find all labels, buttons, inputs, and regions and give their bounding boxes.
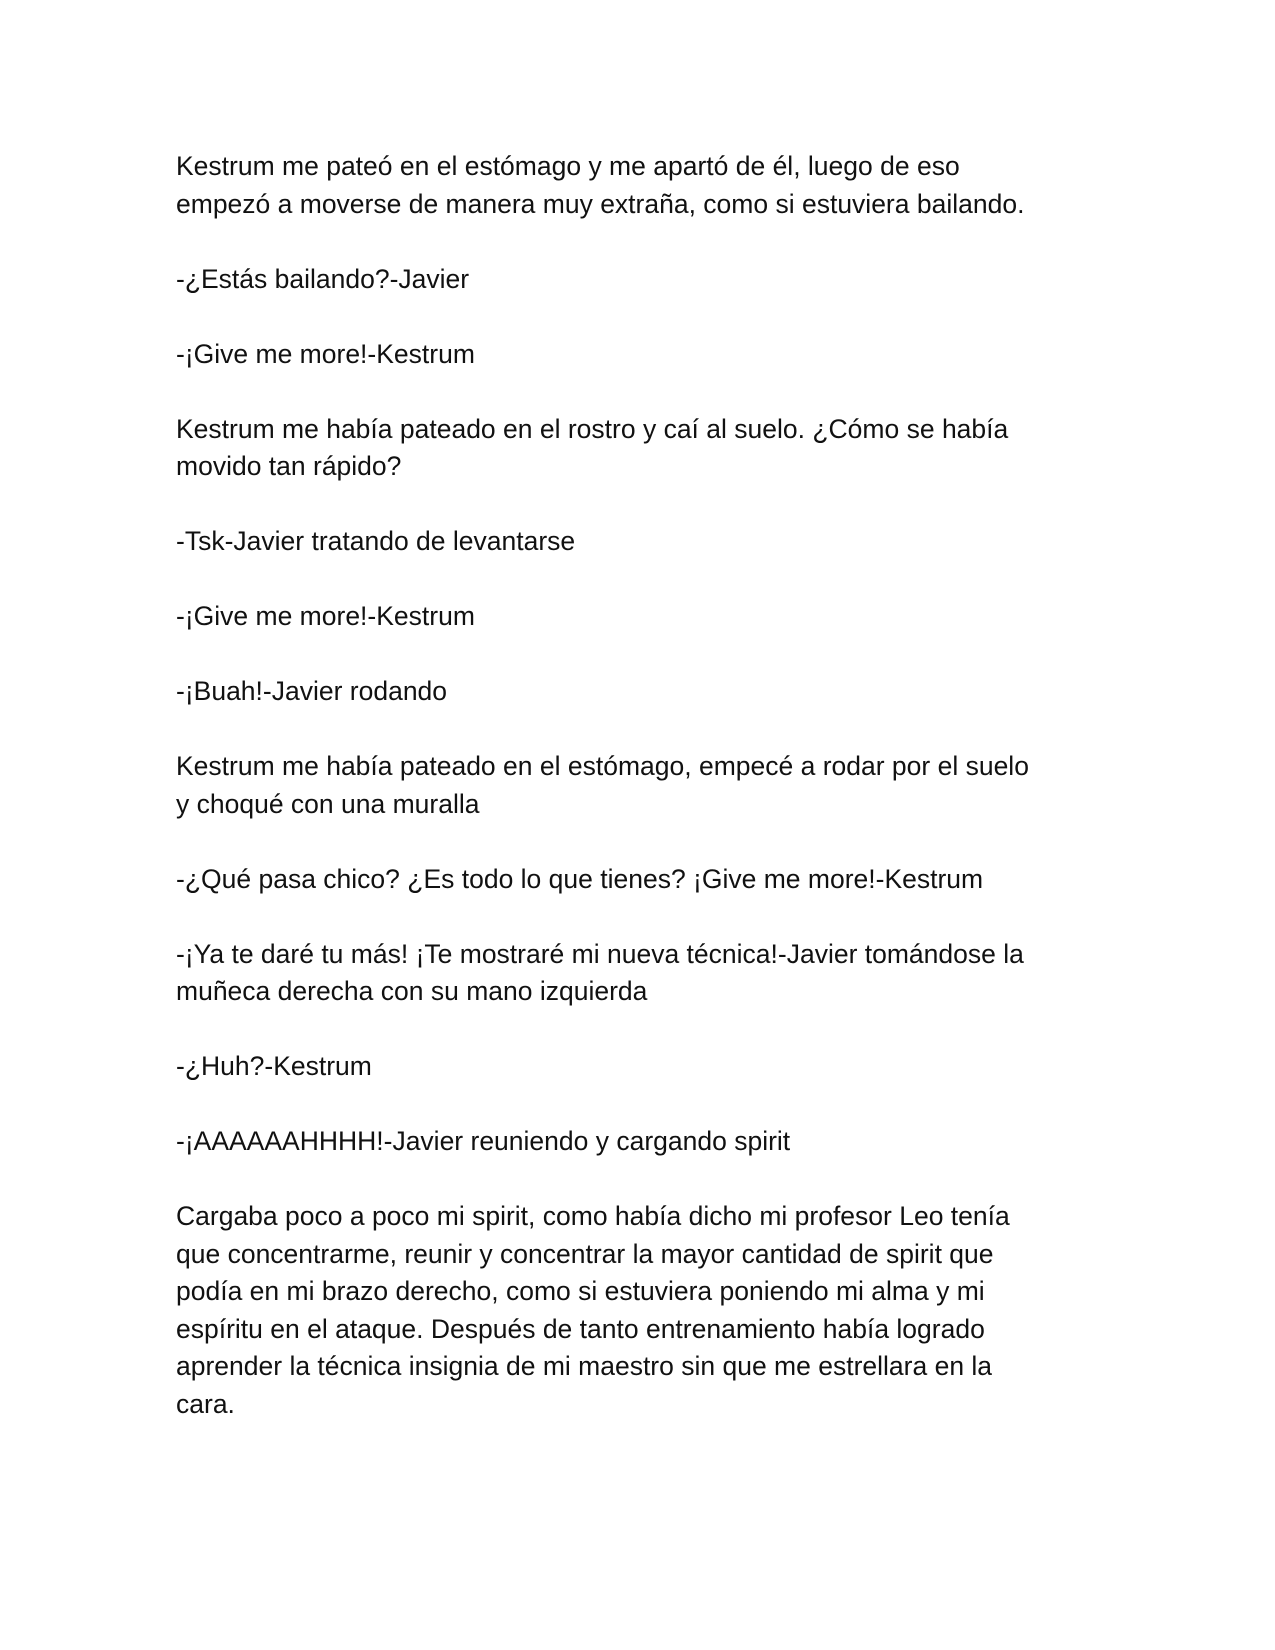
text-line: Kestrum me pateó en el estómago y me apartó de él, luego de eso <box>176 151 960 181</box>
text-line: -¿Estás bailando?-Javier <box>176 263 470 294</box>
paragraph <box>176 673 1096 711</box>
text-line: cara. <box>176 1388 235 1419</box>
paragraph <box>176 748 1096 823</box>
text-line: empezó a moverse de manera muy extraña, como si estuviera bailando. <box>176 188 1025 219</box>
text-line: -¡Give me more!-Kestrum <box>176 601 475 631</box>
paragraph <box>176 1123 1096 1161</box>
text-line: -¡Ya te daré tu más! ¡Te mostraré mi nueva técnica!-Javier tomándose la <box>176 938 1024 969</box>
text-line: aprender la técnica insignia de mi maestro sin que me estrellara en la <box>176 1351 993 1381</box>
text-line: -Tsk-Javier tratando de levantarse <box>176 526 576 556</box>
paragraph <box>176 261 1096 299</box>
text-line: Kestrum me había pateado en el rostro y caí al suelo. ¿Cómo se había <box>176 413 1009 444</box>
text-line: -¡Give me more!-Kestrum <box>176 338 475 369</box>
paragraph <box>176 523 1096 561</box>
document-body <box>176 148 1096 1461</box>
text-line: movido tan rápido? <box>176 451 402 481</box>
text-line: y choqué con una muralla <box>176 788 480 819</box>
paragraph <box>176 936 1096 1011</box>
paragraph <box>176 598 1096 636</box>
paragraph <box>176 411 1096 486</box>
paragraph <box>176 861 1096 899</box>
text-line: Kestrum me había pateado en el estómago, empecé a rodar por el suelo <box>176 751 1029 781</box>
text-line: espíritu en el ataque. Después de tanto entrenamiento había logrado <box>176 1313 985 1344</box>
text-line: -¿Qué pasa chico? ¿Es todo lo que tienes? ¡Give me more!-Kestrum <box>176 863 984 894</box>
text-line: -¡AAAAAAHHHH!-Javier reuniendo y cargando spirit <box>176 1126 791 1156</box>
text-line: Cargaba poco a poco mi spirit, como había dicho mi profesor Leo tenía <box>176 1201 1010 1231</box>
paragraph <box>176 148 1096 223</box>
paragraph <box>176 1198 1096 1423</box>
text-line: -¡Buah!-Javier rodando <box>176 676 448 706</box>
text-line: -¿Huh?-Kestrum <box>176 1051 372 1081</box>
text-line: muñeca derecha con su mano izquierda <box>176 976 648 1006</box>
paragraph <box>176 336 1096 374</box>
text-line: podía en mi brazo derecho, como si estuviera poniendo mi alma y mi <box>176 1276 985 1306</box>
text-line: que concentrarme, reunir y concentrar la mayor cantidad de spirit que <box>176 1238 994 1269</box>
paragraph <box>176 1048 1096 1086</box>
